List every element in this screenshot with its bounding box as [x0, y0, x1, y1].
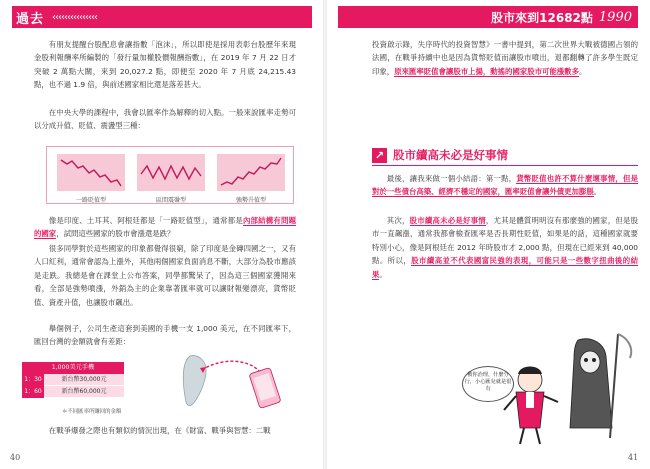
section-divider — [372, 165, 638, 166]
right-paragraph-3-end: 。 — [379, 269, 387, 279]
taiwan-phone-illustration — [150, 350, 296, 414]
table-header: 1,000美元手機 — [22, 362, 124, 374]
right-paragraph-2 — [372, 172, 638, 199]
speech-bubble: 被你治理，什麼分行，小心匯兌就是很有 — [462, 366, 514, 402]
left-header-title: 過去 — [16, 11, 45, 27]
map-and-phone-icon — [150, 350, 296, 414]
right-paragraph-3-highlight-2: 股市續高並不代表國富民強的表現，可能只是一些數字扭曲後的結果 — [372, 256, 638, 279]
table-note: ＊不同匯率所賺回的金額 — [62, 409, 122, 415]
page-number-left: 40 — [10, 453, 21, 462]
book-gutter — [323, 0, 327, 469]
left-paragraph-3 — [34, 214, 296, 241]
mini-chart-caption-3: 強勢升值型 — [235, 197, 266, 204]
chevron-decoration-icon: ‹‹‹‹‹‹‹‹‹‹‹‹‹‹‹ — [52, 11, 98, 23]
left-paragraph-3-end: ，試問這些國家的股市會漲還是跌？ — [56, 229, 175, 239]
table-value-cell: 新台幣60,000元 — [44, 386, 124, 398]
mini-chart-depreciation — [57, 154, 125, 191]
left-paragraph-2: 在中央大學的課程中，我會以匯率作為解釋的切入點。一般來說匯率走勢可以分成升值、貶值、震盪型三種： — [34, 108, 296, 131]
mini-chart-caption-1: 一路貶值型 — [75, 197, 106, 204]
left-paragraph-6: 在戰爭爆發之際也有類似的情況出現，在《財富、戰爭與智慧：二戰 — [48, 426, 271, 435]
section-title-text: 股市續高未必是好事情 — [393, 148, 508, 162]
right-paragraph-1-end: 。 — [578, 66, 587, 76]
right-paragraph-2-end: 。 — [593, 187, 602, 197]
mini-chart-oscillation — [137, 154, 205, 191]
right-paragraph-2-start: 最後，讓我來做一個小結語：第一點， — [386, 174, 517, 183]
page-number-right: 41 — [628, 453, 639, 462]
left-paragraph-1: 有朋友提醒台股配息會讓指數「泡沫」，所以即使是採用表彰台股歷年來現金股利報酬率所編製的「發行量加權股價報酬指數」，在 2019 年 7 月 22 日才突破 2 萬點大關，來到 20,027.2 點，即便至 2020 年 7 月底 24,215.43 點，也不過 1.9 倍，與前述國家相比還是落差甚大。 — [34, 40, 296, 90]
mini-chart-appreciation — [217, 154, 285, 191]
right-paragraph-3-middle: ，尤其是體質明明沒有那麼強的國家，但是股市一直飆漲，通常我都會檢查匯率是否長期性貶值，如果是的話，這種國家就要特別小心，像是阿根廷在 2012 年時股市才 2,000 點，但現在已經來到 40,000 點。所以， — [372, 216, 638, 266]
left-header-bar — [12, 6, 312, 28]
oscillation-line-icon — [137, 154, 205, 191]
right-paragraph-1-highlight: 原來匯率貶值會讓股市上揚，動搖的國家股市可能漲數多 — [394, 66, 579, 76]
right-header-bar — [338, 6, 638, 28]
table-row — [22, 386, 124, 398]
table-rate-cell: 1：30 — [22, 374, 44, 386]
right-header-title: 股市來到12682點 — [491, 10, 593, 25]
mini-chart-caption-2: 區間震盪型 — [155, 197, 186, 204]
section-title — [372, 147, 508, 163]
right-paragraph-3 — [372, 214, 638, 281]
table-rate-cell: 1：60 — [22, 386, 44, 398]
trend-arrow-icon: ↗ — [372, 148, 387, 163]
left-paragraph-5: 舉個例子，公司生產這套到美國的手機一支 1,000 美元，在不同匯率下，匯回台灣的金額就會有差距： — [34, 324, 296, 347]
right-paragraph-3-start: 其次， — [386, 216, 410, 225]
exchange-rate-types-panel — [46, 146, 294, 204]
table-value-cell: 新台幣30,000元 — [44, 374, 124, 386]
appreciation-line-icon — [217, 154, 285, 191]
right-paragraph-1 — [372, 38, 638, 78]
left-paragraph-3-highlight: 內部結構有問題的國家 — [34, 216, 296, 239]
right-paragraph-3-highlight-1: 股市續高未必是好事情 — [409, 216, 486, 225]
phone-revenue-table — [22, 362, 124, 398]
right-paragraph-1-start: 投資啟示錄，失序時代的投資智慧》一書中提到，第二次世界大戰被德國占領的法國，在戰爭持續中也是因為貨幣貶值而讓股市噴出，退都翻轉了許多學生既定印象， — [372, 40, 638, 76]
depreciation-line-icon — [57, 154, 125, 191]
right-header-year: 1990 — [598, 9, 632, 25]
right-paragraph-2-highlight: 貨幣貶值也許不算什麼壞事情，但是對於一些債台高築、經濟不穩定的國家，匯率貶值會讓外債更加膨脹 — [372, 174, 638, 197]
table-row — [22, 374, 124, 386]
left-paragraph-4: 很多同學對於這些國家的印象都覺得很窮，除了印度是金磚四國之一，又有人口紅利，通常會認為上漲外，其他兩個國家負面消息不斷，大部分為股市應該是走跌。我總是會在課堂上公布答案，同學都驚呆了，因為這三個國家獲開來看，全部是強勢噴漲，外銷為主的企業靠著匯率就可以讓財報變漂亮，貨幣貶值、資產升值，也讓股市飆出。 — [34, 244, 296, 307]
left-paragraph-3-start: 像是印度、土耳其、阿根廷都是「一路貶值型」，通常都是 — [48, 216, 243, 225]
